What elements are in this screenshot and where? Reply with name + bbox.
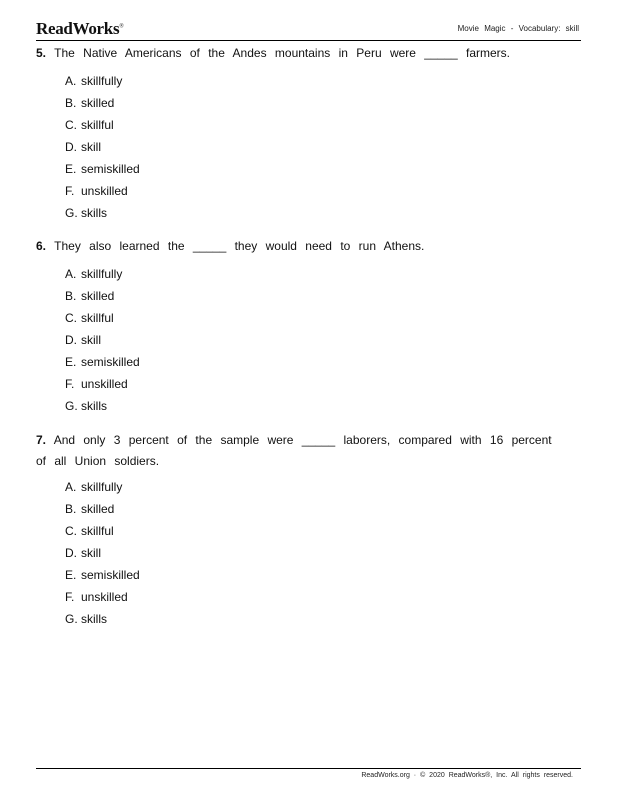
question-text: They also learned the _____ they would need to run Athens. bbox=[54, 239, 425, 253]
option-text: skilled bbox=[81, 289, 115, 303]
question-7-options bbox=[65, 476, 140, 630]
option-a[interactable] bbox=[65, 263, 140, 285]
option-e[interactable] bbox=[65, 564, 140, 586]
option-text: skilled bbox=[81, 96, 115, 110]
option-text: skills bbox=[81, 206, 107, 220]
option-letter: D. bbox=[65, 546, 77, 560]
option-text: semiskilled bbox=[81, 568, 140, 582]
option-text: skillfully bbox=[81, 74, 123, 88]
option-letter: E. bbox=[65, 162, 77, 176]
document-info: Movie Magic - Vocabulary: skill bbox=[457, 24, 579, 33]
option-f[interactable] bbox=[65, 586, 140, 608]
option-text: skilled bbox=[81, 502, 115, 516]
question-text: And only 3 percent of the sample were _____ laborers, compared with 16 percent of all Union soldiers. bbox=[36, 433, 552, 468]
option-g[interactable] bbox=[65, 608, 140, 630]
option-letter: A. bbox=[65, 480, 77, 494]
option-letter: B. bbox=[65, 289, 77, 303]
option-letter: C. bbox=[65, 311, 77, 325]
readworks-logo: ReadWorks® bbox=[36, 19, 124, 38]
option-b[interactable] bbox=[65, 285, 140, 307]
question-number: 5. bbox=[36, 46, 47, 60]
option-c[interactable] bbox=[65, 307, 140, 329]
option-letter: E. bbox=[65, 568, 77, 582]
option-c[interactable] bbox=[65, 114, 140, 136]
option-letter: E. bbox=[65, 355, 77, 369]
copyright-notice: ReadWorks.org · © 2020 ReadWorks®, Inc. All rights reserved. bbox=[361, 772, 573, 779]
option-text: skillfully bbox=[81, 480, 123, 494]
option-text: skill bbox=[81, 140, 101, 154]
question-7 bbox=[36, 430, 566, 472]
option-g[interactable] bbox=[65, 202, 140, 224]
option-text: skill bbox=[81, 333, 101, 347]
option-letter: C. bbox=[65, 524, 77, 538]
option-letter: D. bbox=[65, 140, 77, 154]
option-text: semiskilled bbox=[81, 355, 140, 369]
option-text: skills bbox=[81, 399, 107, 413]
option-letter: F. bbox=[65, 184, 75, 198]
page-header bbox=[36, 16, 581, 41]
option-letter: G. bbox=[65, 612, 78, 626]
question-number: 7. bbox=[36, 433, 47, 447]
option-text: skillful bbox=[81, 118, 114, 132]
option-b[interactable] bbox=[65, 498, 140, 520]
option-a[interactable] bbox=[65, 476, 140, 498]
registered-mark: ® bbox=[119, 23, 124, 30]
option-f[interactable] bbox=[65, 373, 140, 395]
option-e[interactable] bbox=[65, 158, 140, 180]
question-number: 6. bbox=[36, 239, 47, 253]
option-letter: B. bbox=[65, 502, 77, 516]
option-d[interactable] bbox=[65, 542, 140, 564]
option-text: skillful bbox=[81, 524, 114, 538]
option-letter: B. bbox=[65, 96, 77, 110]
option-f[interactable] bbox=[65, 180, 140, 202]
question-6-options bbox=[65, 263, 140, 417]
question-6 bbox=[36, 236, 566, 257]
option-d[interactable] bbox=[65, 136, 140, 158]
question-text: The Native Americans of the Andes mountains in Peru were _____ farmers. bbox=[54, 46, 511, 60]
option-text: skill bbox=[81, 546, 101, 560]
option-text: unskilled bbox=[81, 377, 128, 391]
option-text: skills bbox=[81, 612, 107, 626]
option-letter: F. bbox=[65, 377, 75, 391]
question-5 bbox=[36, 43, 566, 64]
option-text: unskilled bbox=[81, 590, 128, 604]
option-g[interactable] bbox=[65, 395, 140, 417]
option-letter: C. bbox=[65, 118, 77, 132]
question-5-options bbox=[65, 70, 140, 224]
option-c[interactable] bbox=[65, 520, 140, 542]
option-b[interactable] bbox=[65, 92, 140, 114]
option-a[interactable] bbox=[65, 70, 140, 92]
option-text: skillfully bbox=[81, 267, 123, 281]
option-text: unskilled bbox=[81, 184, 128, 198]
option-letter: A. bbox=[65, 74, 77, 88]
option-letter: D. bbox=[65, 333, 77, 347]
option-e[interactable] bbox=[65, 351, 140, 373]
option-d[interactable] bbox=[65, 329, 140, 351]
option-letter: G. bbox=[65, 399, 78, 413]
option-letter: F. bbox=[65, 590, 75, 604]
option-text: skillful bbox=[81, 311, 114, 325]
option-letter: G. bbox=[65, 206, 78, 220]
option-letter: A. bbox=[65, 267, 77, 281]
page-footer bbox=[36, 768, 581, 779]
option-text: semiskilled bbox=[81, 162, 140, 176]
